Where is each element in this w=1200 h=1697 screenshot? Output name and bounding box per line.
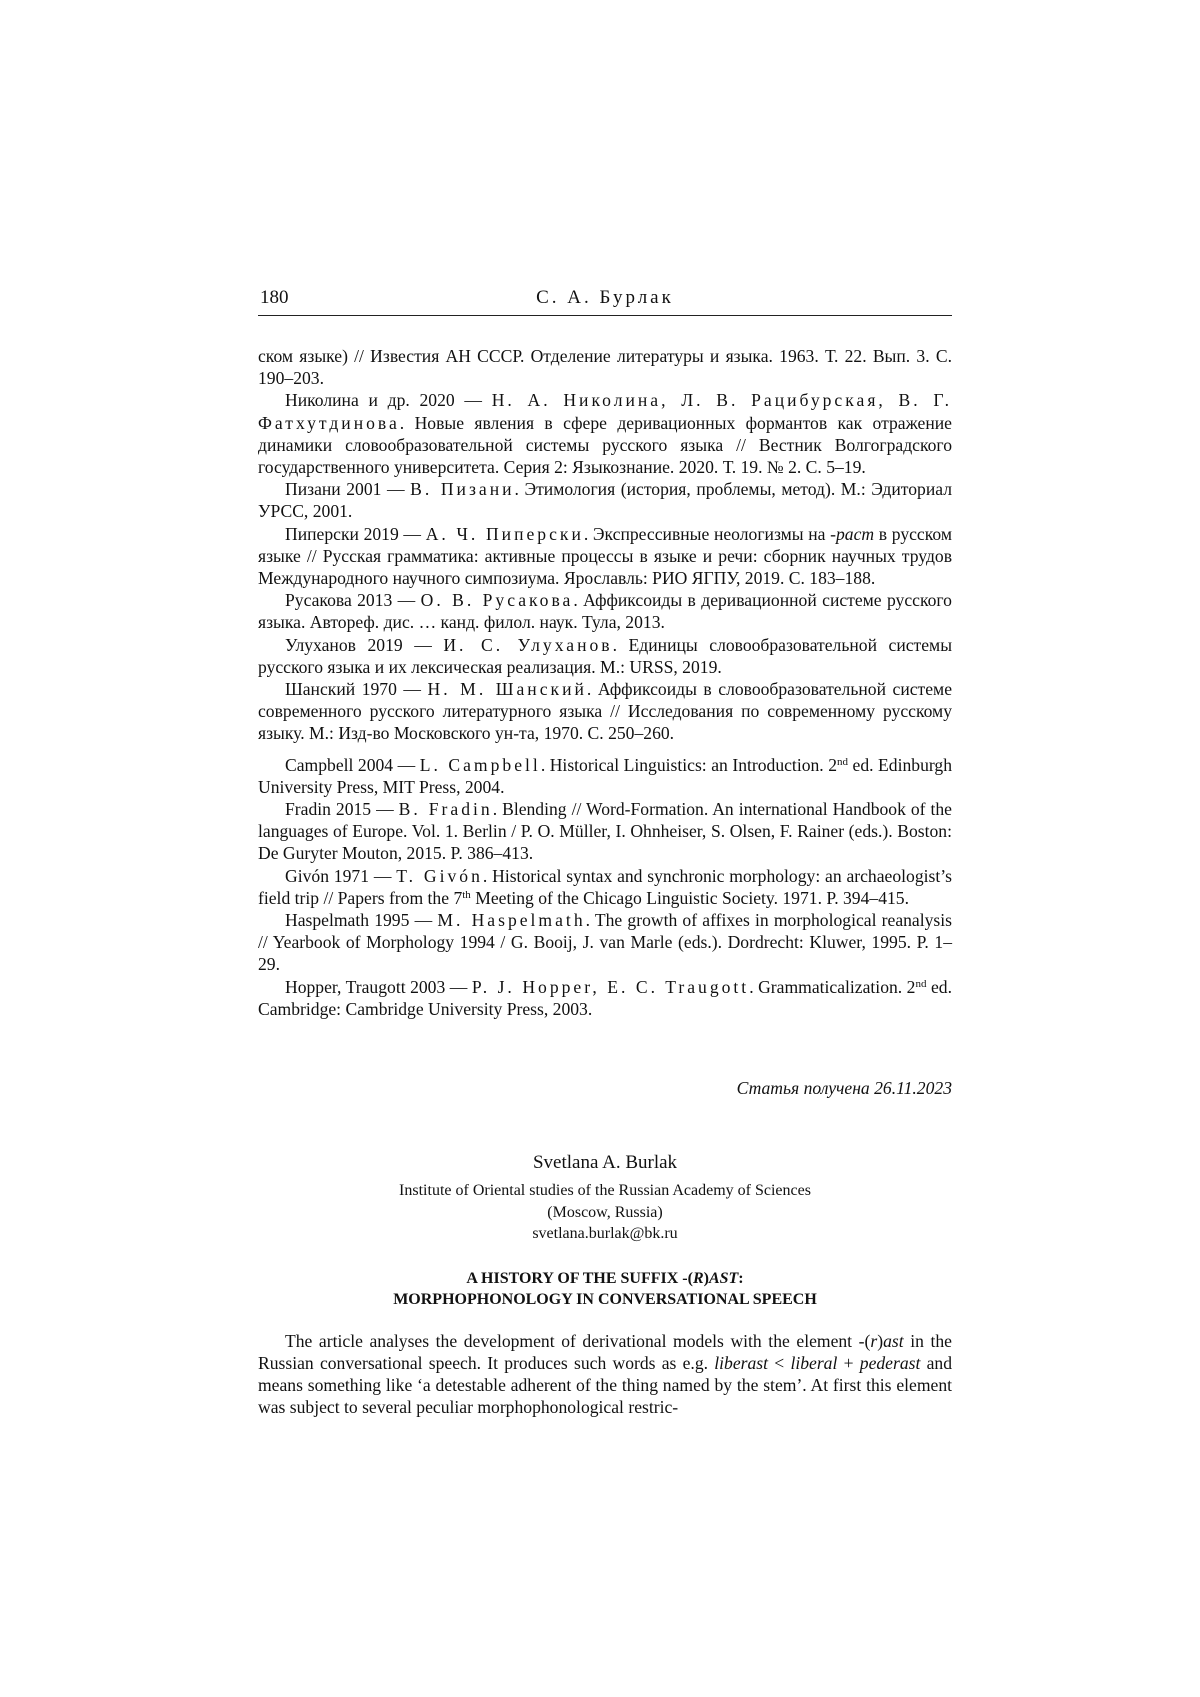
references-list bbox=[258, 345, 952, 1020]
reference-item: Haspelmath 1995 — M. Haspelmath. The growth of affixes in morphological reanalysis // Yearbook of Morphology 1994 / G. Booij, J. van Marle (eds.). Dordrecht: Kluwer, 1995. P. 1–29. bbox=[258, 910, 952, 975]
page-header bbox=[258, 285, 952, 316]
section-gap bbox=[258, 745, 952, 754]
abstract-paragraph: The article analyses the development of derivational models with the element -(r)ast in the Russian conversational speech. It produces such words as e.g. liberast < liberal + pederast and means something like ‘a detestable adherent of the thing named by the stem’. At first this element was subject to several peculiar morphophonological restric- bbox=[258, 1331, 952, 1417]
title-line-1: A HISTORY OF THE SUFFIX -(R)AST: bbox=[466, 1270, 744, 1287]
reference-item: Русакова 2013 — О. В. Русакова. Аффиксоиды в деривационной системе русского языка. Автореф. дис. … канд. филол. наук. Тула, 2013. bbox=[258, 590, 952, 633]
reference-item: ском языке) // Известия АН СССР. Отделение литературы и языка. 1963. Т. 22. Вып. 3. С. 190–203. bbox=[258, 346, 952, 389]
reference-authors: P. J. Hopper, E. C. Traugott bbox=[471, 976, 750, 997]
reference-item: Hopper, Traugott 2003 — P. J. Hopper, E. C. Traugott. Grammaticalization. 2nd ed. Cambridge: Cambridge University Press, 2003. bbox=[258, 976, 952, 1019]
author-block bbox=[258, 1150, 952, 1245]
author-affiliation: Institute of Oriental studies of the Russian Academy of Sciences bbox=[399, 1182, 811, 1199]
article-title bbox=[258, 1268, 952, 1310]
reference-authors: Н. М. Шанский bbox=[427, 679, 587, 700]
received-date: Статья получена 26.11.2023 bbox=[736, 1078, 952, 1098]
reference-item: Пизани 2001 — В. Пизани. Этимология (история, проблемы, метод). М.: Эдиториал УРСС, 2001. bbox=[258, 479, 953, 522]
reference-item: Campbell 2004 — L. Campbell. Historical Linguistics: an Introduction. 2nd ed. Edinburgh University Press, MIT Press, 2004. bbox=[258, 754, 953, 797]
reference-item: Шанский 1970 — Н. М. Шанский. Аффиксоиды в словообразовательной системе современного русского литературного языка // Исследования по современному русскому языку. М.: Изд-во Московского ун-та, 1970. С. 250–260. bbox=[258, 679, 952, 744]
author-email[interactable]: svetlana.burlak@bk.ru bbox=[532, 1225, 678, 1242]
running-head: С. А. Бурлак bbox=[536, 287, 674, 308]
author-location: (Moscow, Russia) bbox=[547, 1203, 663, 1221]
reference-authors: B. Fradin bbox=[398, 799, 493, 820]
reference-item: Fradin 2015 — B. Fradin. Blending // Word-Formation. An international Handbook of the languages of Europe. Vol. 1. Berlin / P. O. Müller, I. Ohnheiser, S. Olsen, F. Rainer (eds.). Boston: De Guryter Mouton, 2015. P. 386–413. bbox=[258, 799, 952, 864]
author-name: Svetlana A. Burlak bbox=[532, 1152, 678, 1173]
reference-authors: А. Ч. Пиперски bbox=[425, 523, 584, 544]
title-line-2: MORPHOPHONOLOGY IN CONVERSATIONAL SPEECH bbox=[393, 1291, 817, 1308]
reference-authors: L. Campbell bbox=[419, 754, 541, 775]
page-number: 180 bbox=[260, 287, 289, 308]
reference-authors: M. Haspelmath bbox=[437, 910, 586, 931]
reference-item: Николина и др. 2020 — Н. А. Николина, Л. В. Рацибурская, В. Г. Фатхутдинова. Новые явления в сфере деривационных формантов как отражение динамики словообразовательной системы русского языка // Вестник Волгоградского государственного университета. Серия 2: Языкознание. 2020. Т. 19. № 2. С. 5–19. bbox=[258, 390, 952, 478]
reference-authors: Н. А. Николина, Л. В. Рацибурская, В. Г. Фатхутдинова bbox=[258, 390, 952, 433]
reference-item: Улуханов 2019 — И. С. Улуханов. Единицы словообразовательной системы русского языка и их лексическая реализация. М.: URSS, 2019. bbox=[258, 634, 953, 677]
reference-item: Givón 1971 — T. Givón. Historical syntax and synchronic morphology: an archaeologist’s field trip // Papers from the 7th Meeting of the Chicago Linguistic Society. 1971. P. 394–415. bbox=[258, 865, 952, 908]
reference-item: Пиперски 2019 — А. Ч. Пиперски. Экспрессивные неологизмы на -раст в русском языке // Русская грамматика: активные процессы в языке и речи: сборник научных трудов Международного научного симпозиума. Ярославль: РИО ЯГПУ, 2019. С. 183–188. bbox=[258, 523, 952, 589]
reference-authors: T. Givón bbox=[396, 865, 483, 886]
reference-authors: В. Пизани bbox=[410, 479, 515, 500]
reference-authors: О. В. Русакова bbox=[420, 590, 574, 611]
reference-authors: И. С. Улуханов bbox=[443, 634, 613, 655]
